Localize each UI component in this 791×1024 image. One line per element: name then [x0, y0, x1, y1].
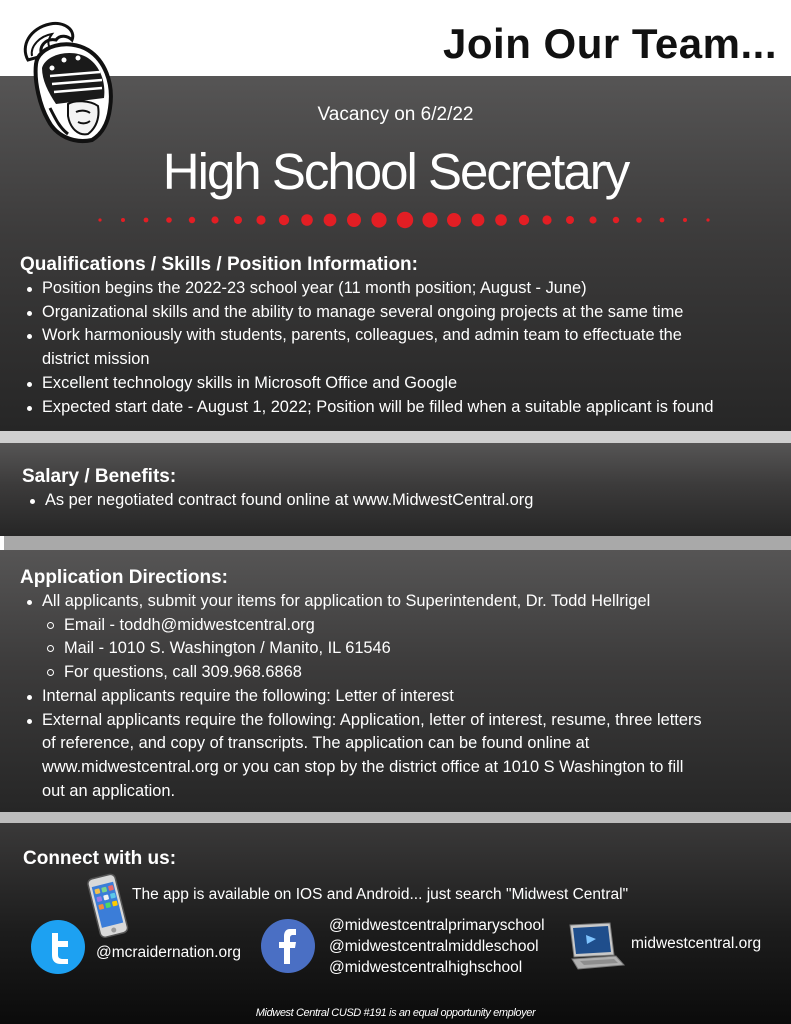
application-heading: Application Directions: [20, 567, 228, 588]
vacancy-date: Vacancy on 6/2/22 [317, 104, 474, 125]
list-item: Position begins the 2022-23 school year (11 month position; August - June) [20, 277, 780, 301]
twitter-handle[interactable]: @mcraidernation.org [96, 944, 241, 961]
knight-helmet-logo [16, 16, 120, 146]
app-availability-text: The app is available on IOS and Android... just search "Midwest Central" [132, 886, 629, 903]
application-list [20, 590, 780, 803]
facebook-icon[interactable] [260, 918, 316, 974]
list-item: Excellent technology skills in Microsoft Office and Google [20, 372, 780, 396]
facebook-page-middle[interactable]: @midwestcentralmiddleschool [329, 938, 539, 955]
divider [0, 431, 791, 443]
divider [0, 812, 791, 823]
connect-heading: Connect with us: [23, 848, 177, 869]
list-item: Expected start date - August 1, 2022; Position will be filled when a suitable applicant is found [20, 396, 780, 420]
twitter-icon[interactable] [30, 919, 86, 975]
facebook-page-primary[interactable]: @midwestcentralprimaryschool [329, 917, 545, 934]
list-subitem: Email - toddh@midwestcentral.org [20, 614, 780, 638]
list-item-continuation: out an application. [42, 781, 176, 800]
equal-opportunity-footer: Midwest Central CUSD #191 is an equal opportunity employer [255, 1007, 536, 1019]
website-link[interactable]: midwestcentral.org [631, 935, 762, 952]
list-item: External applicants require the following: Application, letter of interest, resume, three letters [20, 709, 780, 733]
divider [4, 536, 791, 550]
list-item-continuation: www.midwestcentral.org or you can stop by the district office at 1010 S Washington to fill [42, 757, 684, 776]
list-item: Organizational skills and the ability to manage several ongoing projects at the same time [20, 301, 780, 325]
job-title: High School Secretary [162, 143, 629, 200]
decorative-dot-divider [0, 205, 791, 235]
list-item: All applicants, submit your items for application to Superintendent, Dr. Todd Hellrigel [20, 590, 780, 614]
list-item: As per negotiated contract found online at www.MidwestCentral.org [23, 489, 763, 513]
list-subitem: For questions, call 309.968.6868 [20, 661, 780, 685]
list-subitem: Mail - 1010 S. Washington / Manito, IL 61546 [20, 637, 780, 661]
smartphone-icon [80, 872, 134, 942]
list-item-continuation: of reference, and copy of transcripts. The application can be found online at [42, 734, 590, 753]
facebook-page-high[interactable]: @midwestcentralhighschool [329, 959, 523, 976]
salary-heading: Salary / Benefits: [22, 466, 177, 487]
qualifications-list [20, 277, 780, 419]
list-item-continuation: district mission [42, 350, 150, 369]
list-item: Internal applicants require the following: Letter of interest [20, 685, 780, 709]
facebook-pages [329, 915, 545, 978]
laptop-icon [564, 921, 626, 973]
list-item: Work harmoniously with students, parents, colleagues, and admin team to effectuate the [20, 324, 780, 348]
page-title: Join Our Team... [443, 20, 777, 67]
salary-list [23, 489, 763, 513]
qualifications-heading: Qualifications / Skills / Position Information: [20, 254, 418, 275]
